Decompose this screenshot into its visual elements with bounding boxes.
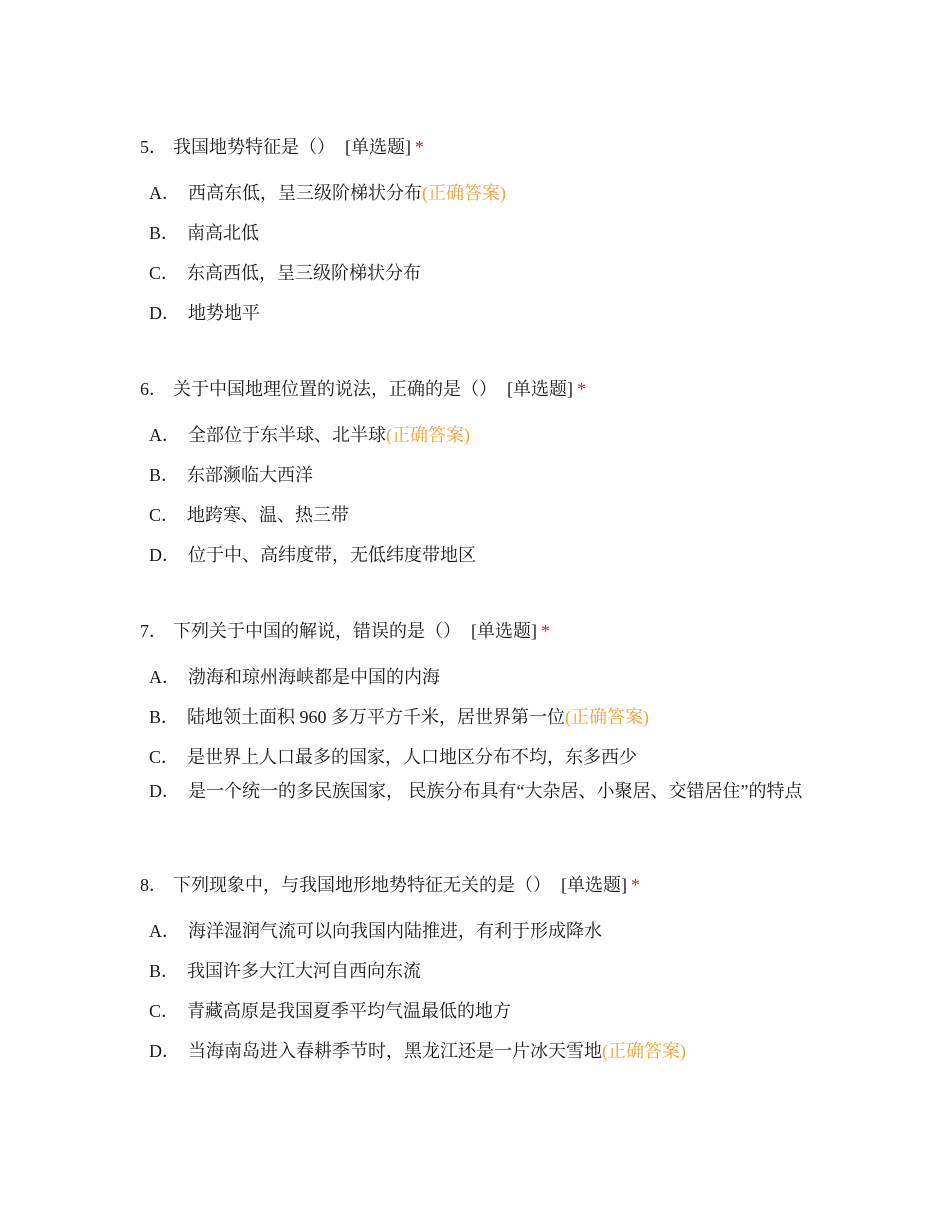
option-text: 海洋湿润气流可以向我国内陆推进，有利于形成降水 — [188, 921, 602, 941]
option-key: A． — [149, 667, 180, 687]
option-text: 全部位于东半球、北半球 — [188, 425, 386, 445]
question-title — [140, 135, 820, 159]
option-a[interactable] — [149, 665, 809, 689]
option-text: 是世界上人口最多的国家，人口地区分布不均，东多西少 — [187, 747, 638, 767]
option-text: 是一个统一的多民族国家， 民族分布具有“大杂居、小聚居、交错居住”的特点 — [188, 781, 803, 801]
option-key: A． — [149, 921, 180, 941]
question-7 — [140, 619, 820, 801]
option-text: 东高西低，呈三级阶梯状分布 — [187, 263, 422, 283]
question-5 — [140, 135, 820, 323]
required-mark: * — [541, 621, 550, 641]
option-text: 位于中、高纬度带，无低纬度带地区 — [188, 545, 476, 565]
option-key: C． — [149, 1001, 180, 1021]
option-d[interactable] — [149, 1039, 809, 1063]
option-text: 南高北低 — [187, 223, 260, 243]
correct-answer-label: (正确答案) — [565, 707, 650, 727]
option-key: B． — [149, 707, 180, 727]
correct-answer-label: (正确答案) — [422, 183, 506, 203]
option-c[interactable] — [149, 261, 809, 285]
option-key: C． — [149, 747, 180, 767]
option-text: 地跨寒、温、热三带 — [187, 505, 350, 525]
option-text: 地势地平 — [188, 303, 260, 323]
option-key: D． — [149, 303, 180, 323]
question-text: 下列现象中，与我国地形地势特征无关的是（） — [173, 875, 551, 895]
question-8 — [140, 873, 820, 1061]
question-number: 6． — [140, 379, 167, 399]
option-text: 东部濒临大西洋 — [187, 465, 314, 485]
option-b[interactable] — [149, 705, 809, 729]
option-text: 渤海和琼州海峡都是中国的内海 — [188, 667, 440, 687]
option-a[interactable] — [149, 919, 809, 943]
question-type: [单选题] — [561, 875, 627, 895]
option-key: B． — [149, 465, 180, 485]
option-text: 青藏高原是我国夏季平均气温最低的地方 — [187, 1001, 512, 1021]
option-a[interactable] — [149, 181, 809, 205]
option-b[interactable] — [149, 463, 809, 487]
question-type: [单选题] — [345, 137, 411, 157]
option-key: A． — [149, 425, 180, 445]
option-key: A． — [149, 183, 180, 203]
option-key: B． — [149, 961, 180, 981]
option-text: 我国许多大江大河自西向东流 — [187, 961, 422, 981]
option-text: 西高东低，呈三级阶梯状分布 — [188, 183, 422, 203]
option-b[interactable] — [149, 959, 809, 983]
correct-answer-label: (正确答案) — [602, 1041, 686, 1061]
question-number: 5． — [140, 137, 167, 157]
option-d[interactable] — [149, 301, 809, 325]
option-a[interactable] — [149, 423, 809, 447]
required-mark: * — [631, 875, 640, 895]
required-mark: * — [577, 379, 586, 399]
question-text: 我国地势特征是（） — [173, 137, 335, 157]
correct-answer-label: (正确答案) — [386, 425, 470, 445]
question-type: [单选题] — [471, 621, 537, 641]
option-text: 陆地领土面积 960 多万平方千米，居世界第一位 — [187, 707, 566, 727]
question-number: 7． — [140, 621, 167, 641]
option-key: D． — [149, 545, 180, 565]
option-key: B． — [149, 223, 180, 243]
option-key: C． — [149, 263, 180, 283]
option-key: D． — [149, 1041, 180, 1061]
question-text: 下列关于中国的解说，错误的是（） — [173, 621, 461, 641]
question-type: [单选题] — [507, 379, 573, 399]
option-text: 当海南岛进入春耕季节时，黑龙江还是一片冰天雪地 — [188, 1041, 602, 1061]
option-c[interactable] — [149, 999, 809, 1023]
question-title — [140, 377, 820, 401]
option-d[interactable] — [149, 779, 804, 803]
option-key: D． — [149, 781, 180, 801]
question-title — [140, 619, 820, 643]
option-d[interactable] — [149, 543, 809, 567]
question-text: 关于中国地理位置的说法，正确的是（） — [173, 379, 497, 399]
question-number: 8． — [140, 875, 167, 895]
question-title — [140, 873, 820, 897]
required-mark: * — [415, 137, 424, 157]
option-c[interactable] — [149, 503, 809, 527]
option-key: C． — [149, 505, 180, 525]
option-b[interactable] — [149, 221, 809, 245]
question-6 — [140, 377, 820, 565]
option-c[interactable] — [149, 745, 809, 769]
